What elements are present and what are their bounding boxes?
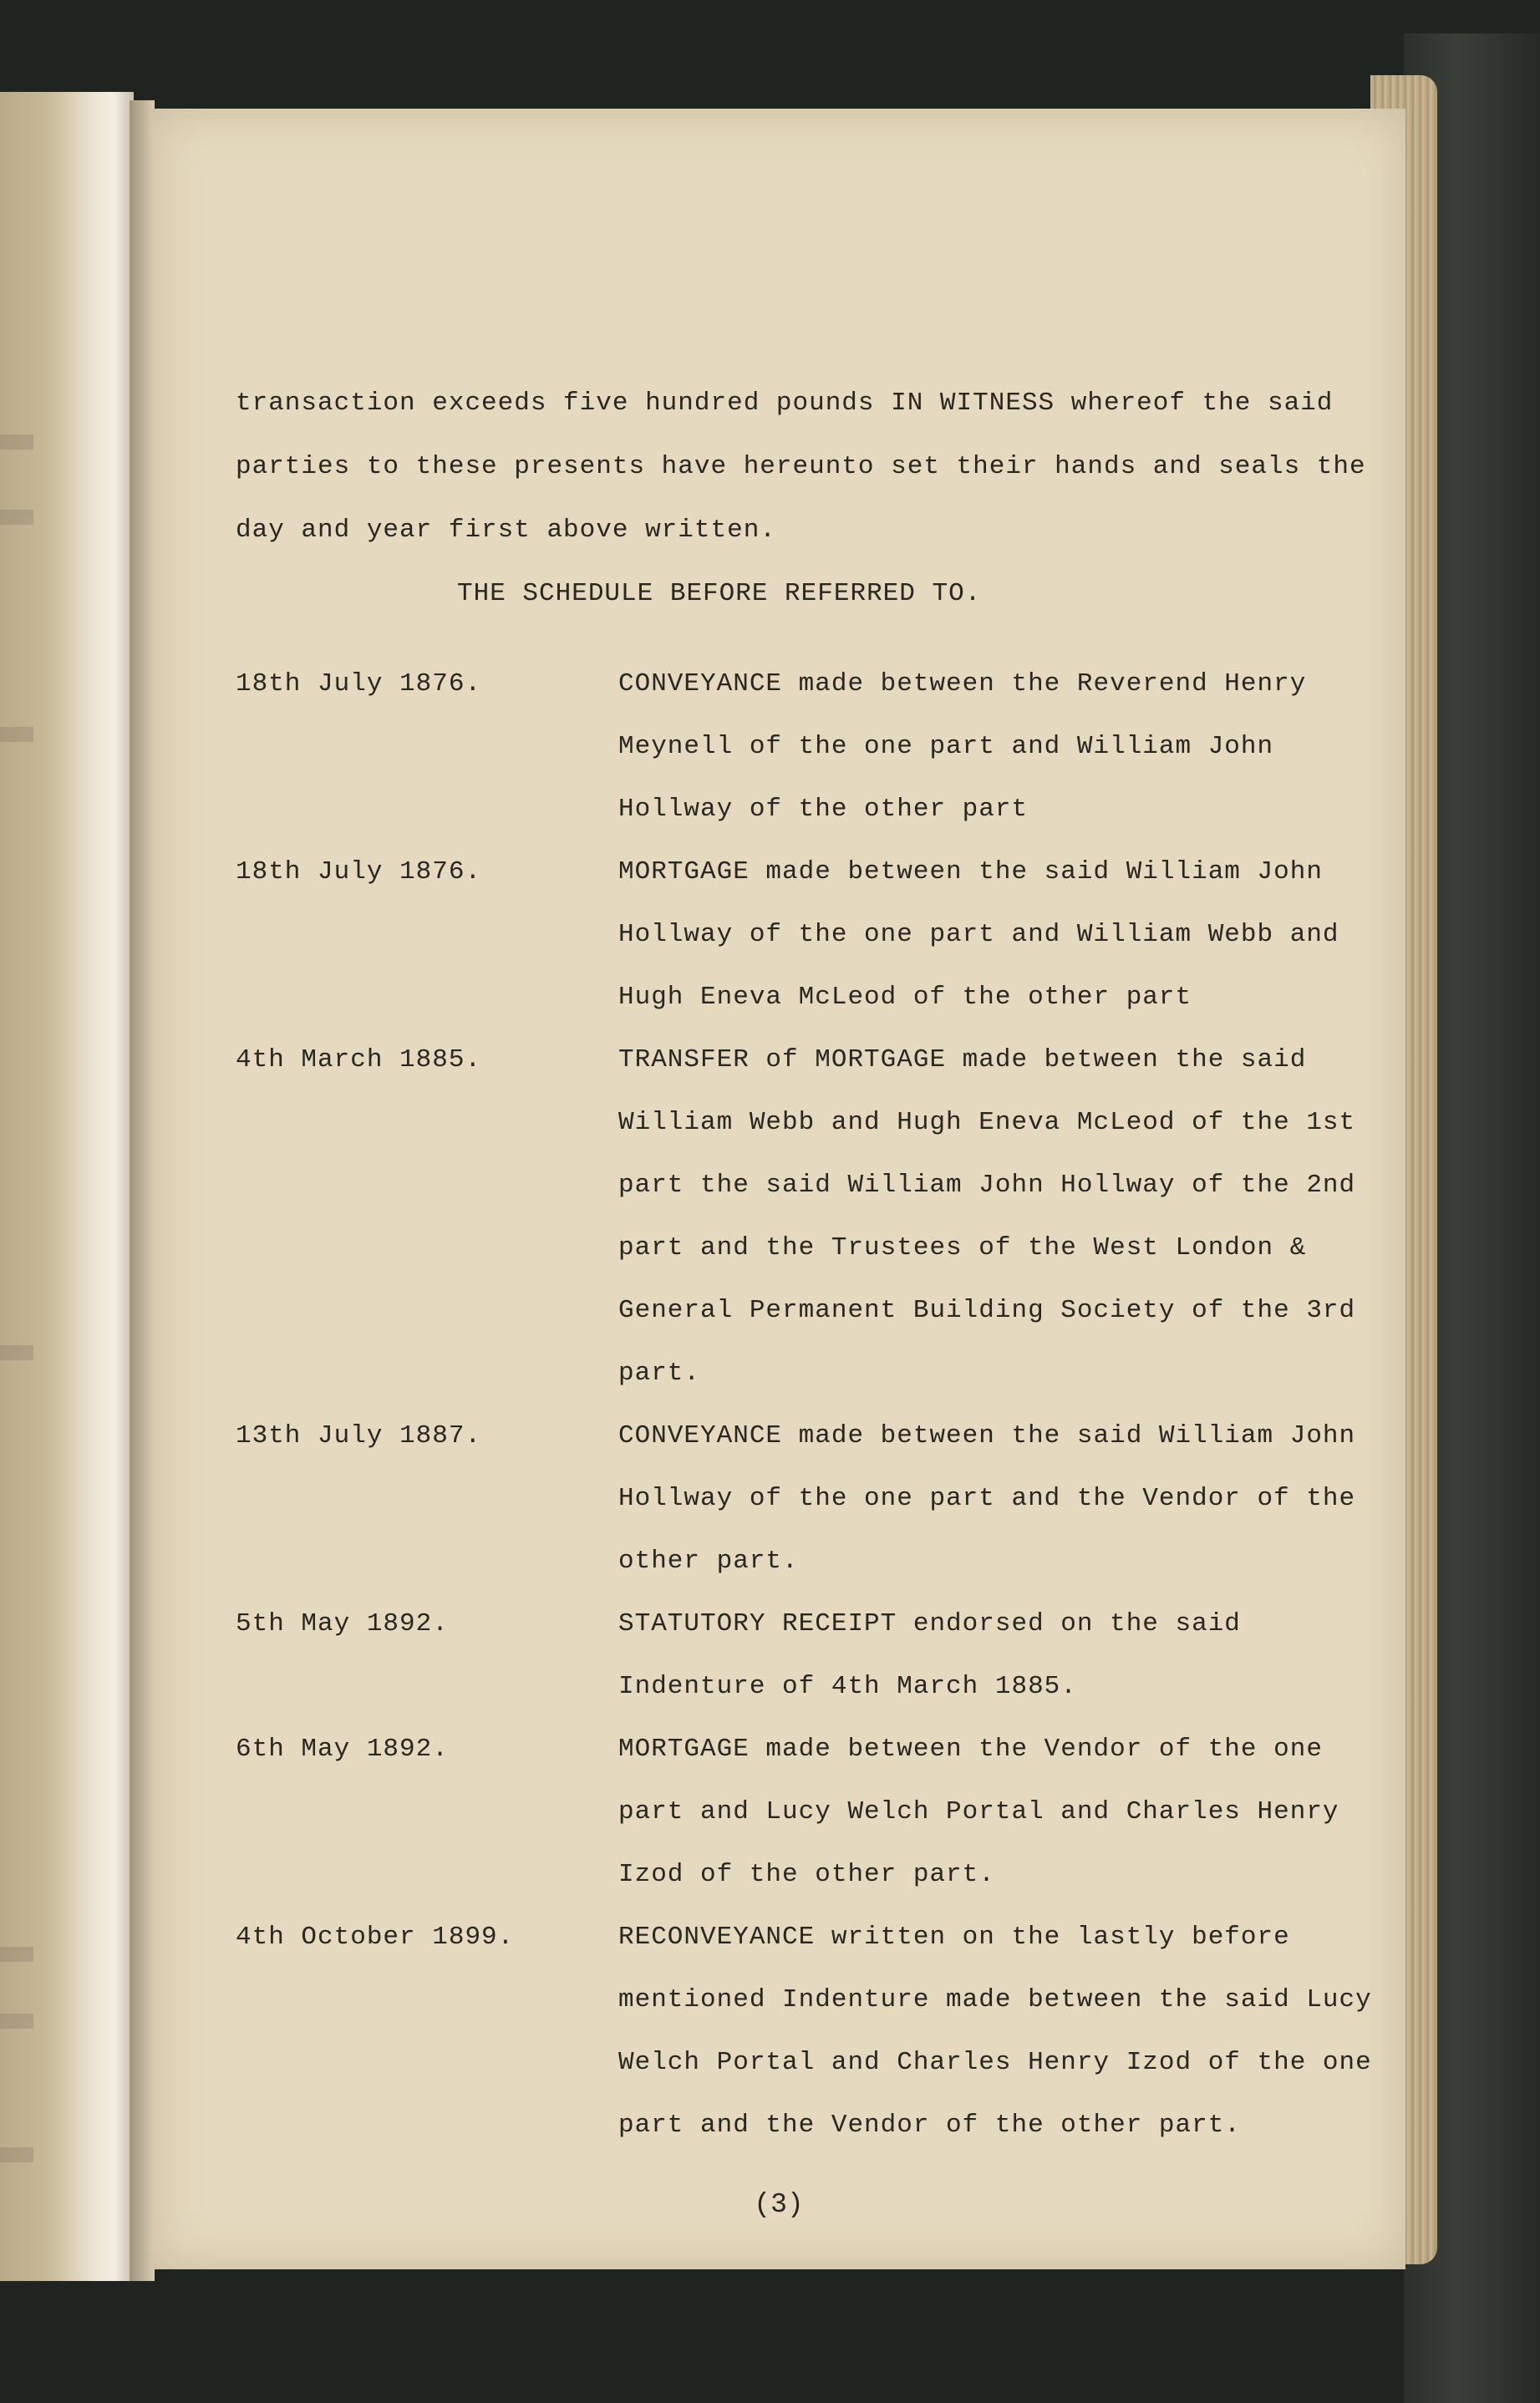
- entry-description: [618, 653, 1380, 841]
- entry-date: 18th July 1876.: [236, 669, 482, 699]
- entry-date: 5th May 1892.: [236, 1609, 449, 1638]
- entry-description: [618, 1029, 1380, 1405]
- entry-line: STATUTORY RECEIPT endorsed on the said: [618, 1609, 1241, 1638]
- entry-date: 13th July 1887.: [236, 1421, 482, 1450]
- entry-description: [618, 841, 1380, 1029]
- entry-line: Hollway of the one part and the Vendor of the: [618, 1484, 1356, 1513]
- page-body: [236, 372, 1380, 2157]
- entry-date: 4th October 1899.: [236, 1923, 515, 1952]
- schedule-entry: [236, 1405, 1380, 1593]
- schedule-entry: [236, 1718, 1380, 1906]
- schedule-list: [236, 653, 1380, 2157]
- entry-line: William Webb and Hugh Eneva McLeod of the 1st: [618, 1108, 1356, 1137]
- opening-line-2: parties to these presents have hereunto set their hands and seals the: [236, 452, 1366, 481]
- schedule-heading: THE SCHEDULE BEFORE REFERRED TO.: [457, 579, 982, 608]
- schedule-entry: [236, 1593, 1380, 1718]
- entry-line: mentioned Indenture made between the said Lucy: [618, 1985, 1372, 2014]
- entry-line: part.: [618, 1359, 701, 1388]
- entry-description: [618, 1906, 1380, 2157]
- entry-line: Hollway of the one part and William Webb and: [618, 920, 1339, 949]
- entry-line: MORTGAGE made between the Vendor of the one: [618, 1735, 1323, 1764]
- schedule-entry: [236, 1029, 1380, 1405]
- entry-line: TRANSFER of MORTGAGE made between the said: [618, 1045, 1307, 1074]
- entry-description: [618, 1718, 1380, 1906]
- book-gutter: [130, 100, 155, 2281]
- entry-line: Meynell of the one part and William John: [618, 732, 1274, 761]
- opening-line-3: day and year first above written.: [236, 516, 776, 545]
- entry-line: CONVEYANCE made between the said William John: [618, 1421, 1356, 1450]
- facing-page: [0, 92, 134, 2281]
- schedule-entry: [236, 653, 1380, 841]
- entry-line: Izod of the other part.: [618, 1860, 995, 1889]
- entry-line: Hugh Eneva McLeod of the other part: [618, 983, 1192, 1012]
- entry-line: Hollway of the other part: [618, 795, 1029, 824]
- schedule-entry: [236, 841, 1380, 1029]
- entry-line: part and the Trustees of the West London &: [618, 1233, 1307, 1262]
- entry-line: Indenture of 4th March 1885.: [618, 1672, 1077, 1701]
- entry-date: 6th May 1892.: [236, 1735, 449, 1764]
- entry-line: CONVEYANCE made between the Reverend Henry: [618, 669, 1307, 699]
- entry-line: other part.: [618, 1547, 799, 1576]
- entry-line: part and Lucy Welch Portal and Charles Henry: [618, 1797, 1339, 1826]
- entry-line: part and the Vendor of the other part.: [618, 2111, 1241, 2140]
- entry-line: RECONVEYANCE written on the lastly before: [618, 1923, 1290, 1952]
- entry-line: part the said William John Hollway of the 2nd: [618, 1171, 1356, 1200]
- opening-line-1: transaction exceeds five hundred pounds IN WITNESS whereof the said: [236, 389, 1334, 418]
- entry-description: [618, 1405, 1380, 1593]
- entry-line: General Permanent Building Society of the 3rd: [618, 1296, 1356, 1325]
- entry-date: 4th March 1885.: [236, 1045, 482, 1074]
- page-number: (3): [754, 2189, 804, 2220]
- entry-line: MORTGAGE made between the said William John: [618, 857, 1323, 887]
- schedule-entry: [236, 1906, 1380, 2157]
- entry-description: [618, 1593, 1380, 1718]
- entry-date: 18th July 1876.: [236, 857, 482, 887]
- entry-line: Welch Portal and Charles Henry Izod of the one: [618, 2048, 1372, 2077]
- document-page: [152, 109, 1405, 2269]
